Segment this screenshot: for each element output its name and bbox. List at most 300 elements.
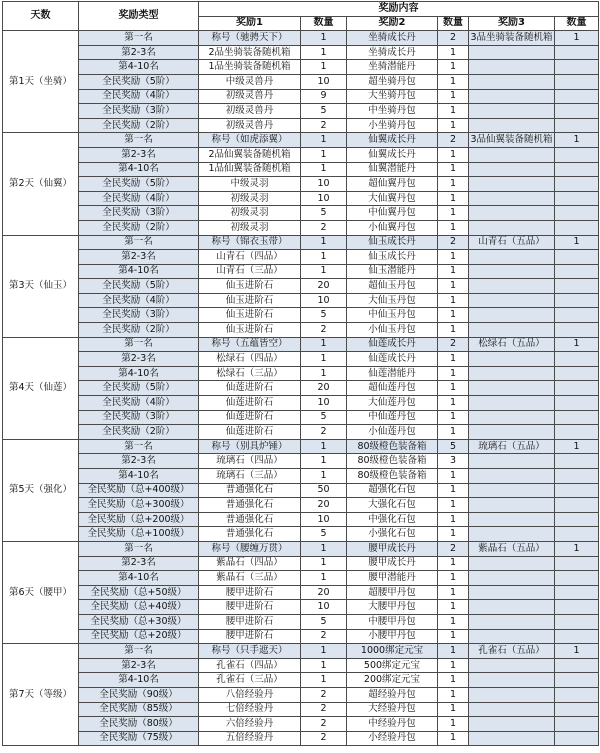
cell-reward3: [469, 527, 555, 542]
table-row: [3, 177, 599, 192]
cell-reward-type: 全民奖励（3阶）: [79, 410, 199, 425]
cell-reward2: 仙翼成长丹: [347, 133, 438, 148]
cell-reward-type: 全民奖励（4阶）: [79, 191, 199, 206]
cell-reward2: 超仙翼丹包: [347, 177, 438, 192]
cell-reward3: [469, 352, 555, 367]
table-row: [3, 191, 599, 206]
table-row: [3, 629, 599, 644]
cell-qty2: 1: [438, 74, 469, 89]
cell-qty2: 1: [438, 629, 469, 644]
cell-reward2: 超仙玉丹包: [347, 279, 438, 294]
cell-reward-type: 全民奖励（4阶）: [79, 293, 199, 308]
cell-reward3: [469, 191, 555, 206]
table-row: [3, 31, 599, 46]
cell-qty1: 2: [301, 717, 347, 732]
cell-reward1: 称号（别具炉锤）: [199, 439, 301, 454]
cell-qty1: 1: [301, 60, 347, 75]
cell-reward2: 坐骑成长丹: [347, 45, 438, 60]
cell-qty2: 1: [438, 425, 469, 440]
cell-reward2: 小坐骑丹包: [347, 118, 438, 133]
cell-qty1: 2: [301, 323, 347, 338]
cell-reward-type: 全民奖励（4阶）: [79, 89, 199, 104]
cell-reward2: 大仙玉丹包: [347, 293, 438, 308]
cell-reward1: 初级灵兽丹: [199, 89, 301, 104]
cell-reward2: 超经验丹包: [347, 687, 438, 702]
header-reward3: 奖励3: [469, 16, 555, 31]
cell-reward1: 腰甲进阶石: [199, 614, 301, 629]
cell-reward3: [469, 469, 555, 484]
cell-qty2: 1: [438, 410, 469, 425]
cell-qty1: 10: [301, 512, 347, 527]
cell-qty2: 1: [438, 527, 469, 542]
cell-qty1: 10: [301, 396, 347, 411]
cell-reward1: 琉璃石（四品）: [199, 454, 301, 469]
cell-reward-type: 全民奖励（2阶）: [79, 425, 199, 440]
cell-qty3: [555, 629, 599, 644]
cell-qty3: [555, 454, 599, 469]
cell-qty1: 1: [301, 162, 347, 177]
cell-qty2: 1: [438, 731, 469, 746]
cell-qty3: [555, 585, 599, 600]
table-row: [3, 673, 599, 688]
cell-reward-type: 第2-3名: [79, 45, 199, 60]
cell-qty3: [555, 702, 599, 717]
cell-qty2: 1: [438, 60, 469, 75]
table-row: [3, 658, 599, 673]
cell-qty1: 1: [301, 366, 347, 381]
cell-qty1: 1: [301, 337, 347, 352]
table-row: [3, 571, 599, 586]
cell-qty1: 1: [301, 147, 347, 162]
cell-reward1: 仙莲进阶石: [199, 381, 301, 396]
cell-qty3: 1: [555, 133, 599, 148]
cell-qty2: 1: [438, 512, 469, 527]
cell-qty1: 20: [301, 279, 347, 294]
cell-qty1: 5: [301, 206, 347, 221]
cell-reward1: 孔雀石（四品）: [199, 658, 301, 673]
day-label: 第6天（腰甲）: [3, 541, 79, 643]
cell-reward3: 山青石（五品）: [469, 235, 555, 250]
cell-reward-type: 全民奖励（总+30级）: [79, 614, 199, 629]
cell-qty3: [555, 220, 599, 235]
header-qty3: 数量: [555, 16, 599, 31]
cell-reward2: 仙玉潜能丹: [347, 264, 438, 279]
cell-reward1: 八倍经验丹: [199, 687, 301, 702]
day-label: 第2天（仙翼）: [3, 133, 79, 235]
cell-qty3: 1: [555, 31, 599, 46]
cell-reward2: 中经验丹包: [347, 717, 438, 732]
cell-reward2: 小仙玉丹包: [347, 323, 438, 338]
cell-qty3: [555, 600, 599, 615]
cell-reward3: [469, 206, 555, 221]
cell-qty2: 1: [438, 483, 469, 498]
header-reward-content: 奖励内容: [199, 2, 599, 17]
cell-reward3: [469, 74, 555, 89]
table-row: [3, 687, 599, 702]
cell-reward-type: 第一名: [79, 133, 199, 148]
header-reward-type: 奖励类型: [79, 2, 199, 31]
cell-reward-type: 第4-10名: [79, 571, 199, 586]
cell-reward3: 琉璃石（五品）: [469, 439, 555, 454]
cell-reward1: 琉璃石（三品）: [199, 469, 301, 484]
cell-reward3: [469, 483, 555, 498]
day-label: 第4天（仙莲）: [3, 337, 79, 439]
cell-reward3: [469, 264, 555, 279]
cell-reward2: 坐骑潜能丹: [347, 60, 438, 75]
cell-qty2: 2: [438, 337, 469, 352]
table-row: [3, 235, 599, 250]
cell-reward1: 普通强化石: [199, 498, 301, 513]
day-label: 第3天（仙玉）: [3, 235, 79, 337]
cell-qty2: 1: [438, 177, 469, 192]
cell-qty3: [555, 483, 599, 498]
table-row: [3, 512, 599, 527]
cell-qty1: 10: [301, 600, 347, 615]
cell-reward-type: 全民奖励（2阶）: [79, 323, 199, 338]
table-row: [3, 293, 599, 308]
cell-reward1: 仙玉进阶石: [199, 279, 301, 294]
cell-qty1: 10: [301, 177, 347, 192]
cell-qty3: [555, 293, 599, 308]
cell-reward3: [469, 687, 555, 702]
cell-reward1: 2品仙翼装备随机箱: [199, 147, 301, 162]
table-row: [3, 410, 599, 425]
cell-qty2: 2: [438, 235, 469, 250]
cell-qty2: 1: [438, 556, 469, 571]
table-row: [3, 469, 599, 484]
cell-reward3: [469, 614, 555, 629]
cell-reward2: 超坐骑丹包: [347, 74, 438, 89]
cell-qty3: [555, 206, 599, 221]
table-row: [3, 279, 599, 294]
cell-qty1: 1: [301, 541, 347, 556]
cell-reward1: 松绿石（三品）: [199, 366, 301, 381]
cell-qty1: 1: [301, 235, 347, 250]
header-qty1: 数量: [301, 16, 347, 31]
cell-reward3: 3品仙翼装备随机箱: [469, 133, 555, 148]
cell-reward2: 中强化石包: [347, 512, 438, 527]
cell-reward1: 中级灵兽丹: [199, 74, 301, 89]
cell-reward2: 大腰甲丹包: [347, 600, 438, 615]
cell-reward2: 大仙莲丹包: [347, 396, 438, 411]
cell-reward2: 小强化石包: [347, 527, 438, 542]
table-row: [3, 264, 599, 279]
cell-reward-type: 第2-3名: [79, 556, 199, 571]
cell-qty2: 1: [438, 673, 469, 688]
table-row: [3, 60, 599, 75]
cell-reward1: 称号（驰骋天下）: [199, 31, 301, 46]
cell-qty3: [555, 279, 599, 294]
cell-reward1: 孔雀石（三品）: [199, 673, 301, 688]
table-row: [3, 439, 599, 454]
header-day: 天数: [3, 2, 79, 31]
reward-table: [2, 1, 599, 746]
cell-reward-type: 全民奖励（90级）: [79, 687, 199, 702]
cell-reward1: 腰甲进阶石: [199, 585, 301, 600]
table-row: [3, 614, 599, 629]
cell-reward1: 仙玉进阶石: [199, 293, 301, 308]
cell-qty2: 2: [438, 133, 469, 148]
cell-reward3: [469, 89, 555, 104]
cell-qty2: 1: [438, 264, 469, 279]
cell-qty2: 2: [438, 31, 469, 46]
cell-qty1: 1: [301, 250, 347, 265]
cell-qty3: [555, 89, 599, 104]
cell-qty3: [555, 104, 599, 119]
cell-reward2: 腰甲潜能丹: [347, 571, 438, 586]
cell-reward-type: 全民奖励（5阶）: [79, 177, 199, 192]
cell-reward2: 腰甲成长丹: [347, 541, 438, 556]
cell-reward1: 五倍经验丹: [199, 731, 301, 746]
cell-reward3: [469, 104, 555, 119]
cell-qty1: 1: [301, 454, 347, 469]
cell-qty3: [555, 469, 599, 484]
table-row: [3, 308, 599, 323]
cell-qty2: 1: [438, 600, 469, 615]
cell-qty1: 1: [301, 644, 347, 659]
table-row: [3, 147, 599, 162]
cell-qty1: 1: [301, 133, 347, 148]
cell-qty1: 2: [301, 220, 347, 235]
cell-qty3: [555, 264, 599, 279]
cell-reward-type: 全民奖励（3阶）: [79, 308, 199, 323]
cell-qty3: [555, 571, 599, 586]
table-row: [3, 425, 599, 440]
cell-qty1: 5: [301, 104, 347, 119]
cell-reward-type: 全民奖励（4阶）: [79, 396, 199, 411]
cell-reward2: 500绑定元宝: [347, 658, 438, 673]
cell-reward-type: 全民奖励（总+300级）: [79, 498, 199, 513]
cell-qty2: 1: [438, 293, 469, 308]
cell-reward1: 称号（锦衣玉带）: [199, 235, 301, 250]
cell-qty2: 1: [438, 162, 469, 177]
cell-qty2: 1: [438, 717, 469, 732]
cell-reward1: 初级灵兽丹: [199, 104, 301, 119]
header-reward1: 奖励1: [199, 16, 301, 31]
cell-qty2: 1: [438, 687, 469, 702]
cell-reward1: 六倍经验丹: [199, 717, 301, 732]
cell-qty3: [555, 366, 599, 381]
cell-qty2: 1: [438, 250, 469, 265]
cell-qty2: 1: [438, 206, 469, 221]
cell-qty2: 3: [438, 454, 469, 469]
cell-reward2: 腰甲成长丹: [347, 556, 438, 571]
cell-reward2: 小仙莲丹包: [347, 425, 438, 440]
cell-reward1: 称号（五蕴皆空）: [199, 337, 301, 352]
cell-reward1: 初级灵羽: [199, 206, 301, 221]
cell-qty2: 1: [438, 45, 469, 60]
table-row: [3, 118, 599, 133]
cell-qty2: 1: [438, 89, 469, 104]
cell-reward-type: 第4-10名: [79, 264, 199, 279]
cell-reward-type: 全民奖励（5阶）: [79, 381, 199, 396]
cell-qty1: 20: [301, 381, 347, 396]
cell-qty2: 1: [438, 118, 469, 133]
cell-qty2: 1: [438, 396, 469, 411]
cell-reward1: 初级灵羽: [199, 220, 301, 235]
cell-qty2: 1: [438, 585, 469, 600]
cell-reward-type: 第2-3名: [79, 147, 199, 162]
cell-reward-type: 全民奖励（2阶）: [79, 220, 199, 235]
cell-reward2: 中腰甲丹包: [347, 614, 438, 629]
cell-reward2: 仙玉成长丹: [347, 250, 438, 265]
cell-reward3: [469, 600, 555, 615]
cell-reward3: [469, 396, 555, 411]
cell-reward2: 超强化石包: [347, 483, 438, 498]
cell-qty3: [555, 381, 599, 396]
cell-qty2: 1: [438, 571, 469, 586]
cell-qty2: 1: [438, 352, 469, 367]
table-row: [3, 702, 599, 717]
cell-qty3: 1: [555, 541, 599, 556]
cell-reward-type: 全民奖励（3阶）: [79, 104, 199, 119]
cell-reward-type: 全民奖励（75级）: [79, 731, 199, 746]
cell-reward1: 仙莲进阶石: [199, 425, 301, 440]
table-row: [3, 206, 599, 221]
cell-reward-type: 第2-3名: [79, 658, 199, 673]
cell-qty2: 1: [438, 644, 469, 659]
cell-reward2: 中仙莲丹包: [347, 410, 438, 425]
cell-qty3: 1: [555, 644, 599, 659]
cell-reward-type: 第4-10名: [79, 469, 199, 484]
cell-reward2: 仙莲成长丹: [347, 352, 438, 367]
cell-reward3: [469, 425, 555, 440]
cell-reward3: [469, 293, 555, 308]
cell-qty3: [555, 425, 599, 440]
cell-qty3: [555, 323, 599, 338]
cell-reward3: [469, 220, 555, 235]
header-qty2: 数量: [438, 16, 469, 31]
cell-reward2: 超腰甲丹包: [347, 585, 438, 600]
cell-reward2: 仙莲潜能丹: [347, 366, 438, 381]
cell-reward-type: 全民奖励（总+400级）: [79, 483, 199, 498]
cell-reward1: 称号（腰缠万贯）: [199, 541, 301, 556]
cell-reward-type: 全民奖励（总+100级）: [79, 527, 199, 542]
cell-qty1: 2: [301, 629, 347, 644]
cell-reward1: 仙玉进阶石: [199, 323, 301, 338]
cell-reward-type: 全民奖励（总+40级）: [79, 600, 199, 615]
table-row: [3, 731, 599, 746]
cell-reward-type: 第2-3名: [79, 250, 199, 265]
cell-reward2: 大经验丹包: [347, 702, 438, 717]
cell-reward2: 仙翼潜能丹: [347, 162, 438, 177]
table-row: [3, 483, 599, 498]
cell-reward3: [469, 162, 555, 177]
table-row: [3, 45, 599, 60]
cell-reward3: [469, 366, 555, 381]
cell-reward-type: 全民奖励（总+20级）: [79, 629, 199, 644]
cell-reward-type: 第4-10名: [79, 366, 199, 381]
cell-qty1: 5: [301, 410, 347, 425]
cell-reward1: 山青石（四品）: [199, 250, 301, 265]
cell-qty1: 5: [301, 614, 347, 629]
table-row: [3, 220, 599, 235]
table-row: [3, 527, 599, 542]
table-row: [3, 250, 599, 265]
cell-qty1: 50: [301, 483, 347, 498]
cell-reward-type: 全民奖励（80级）: [79, 717, 199, 732]
cell-qty3: [555, 45, 599, 60]
cell-reward1: 初级灵兽丹: [199, 118, 301, 133]
cell-reward-type: 第一名: [79, 337, 199, 352]
cell-qty1: 1: [301, 673, 347, 688]
cell-qty2: 1: [438, 381, 469, 396]
cell-reward3: [469, 512, 555, 527]
cell-qty2: 1: [438, 658, 469, 673]
cell-qty1: 2: [301, 118, 347, 133]
cell-reward-type: 全民奖励（总+200级）: [79, 512, 199, 527]
cell-qty3: 1: [555, 439, 599, 454]
cell-qty1: 2: [301, 731, 347, 746]
day-label: 第1天（坐骑）: [3, 31, 79, 133]
cell-reward1: 普通强化石: [199, 512, 301, 527]
table-row: [3, 366, 599, 381]
cell-reward2: 小腰甲丹包: [347, 629, 438, 644]
cell-qty1: 1: [301, 469, 347, 484]
cell-reward1: 中级灵羽: [199, 177, 301, 192]
table-row: [3, 337, 599, 352]
cell-reward3: [469, 498, 555, 513]
cell-qty1: 5: [301, 308, 347, 323]
cell-qty1: 1: [301, 658, 347, 673]
table-row: [3, 600, 599, 615]
cell-reward1: 普通强化石: [199, 483, 301, 498]
cell-reward-type: 第一名: [79, 31, 199, 46]
table-row: [3, 381, 599, 396]
cell-qty2: 1: [438, 366, 469, 381]
cell-qty2: 1: [438, 191, 469, 206]
cell-qty1: 1: [301, 352, 347, 367]
table-row: [3, 585, 599, 600]
cell-reward3: [469, 118, 555, 133]
cell-reward2: 80级橙色装备箱: [347, 439, 438, 454]
cell-reward1: 紫晶石（三品）: [199, 571, 301, 586]
cell-qty3: [555, 118, 599, 133]
cell-reward3: [469, 658, 555, 673]
cell-reward3: [469, 585, 555, 600]
table-body: [3, 31, 599, 746]
cell-reward2: 中坐骑丹包: [347, 104, 438, 119]
cell-qty3: [555, 527, 599, 542]
cell-reward1: 山青石（三品）: [199, 264, 301, 279]
cell-qty3: [555, 658, 599, 673]
cell-reward-type: 全民奖励（3阶）: [79, 206, 199, 221]
cell-reward3: [469, 60, 555, 75]
cell-reward3: [469, 323, 555, 338]
cell-qty3: [555, 556, 599, 571]
cell-reward1: 称号（如虎添翼）: [199, 133, 301, 148]
cell-reward2: 中仙玉丹包: [347, 308, 438, 323]
cell-reward-type: 第2-3名: [79, 352, 199, 367]
cell-reward3: [469, 45, 555, 60]
cell-reward3: [469, 556, 555, 571]
table-row: [3, 352, 599, 367]
cell-qty3: [555, 498, 599, 513]
cell-qty1: 1: [301, 264, 347, 279]
cell-qty2: 1: [438, 308, 469, 323]
cell-reward1: 腰甲进阶石: [199, 600, 301, 615]
cell-reward1: 松绿石（四品）: [199, 352, 301, 367]
cell-qty3: [555, 731, 599, 746]
cell-qty3: [555, 250, 599, 265]
cell-qty1: 1: [301, 439, 347, 454]
cell-reward2: 200绑定元宝: [347, 673, 438, 688]
cell-qty3: [555, 191, 599, 206]
cell-qty3: 1: [555, 235, 599, 250]
cell-reward2: 大仙翼丹包: [347, 191, 438, 206]
cell-qty1: 5: [301, 527, 347, 542]
table-row: [3, 162, 599, 177]
